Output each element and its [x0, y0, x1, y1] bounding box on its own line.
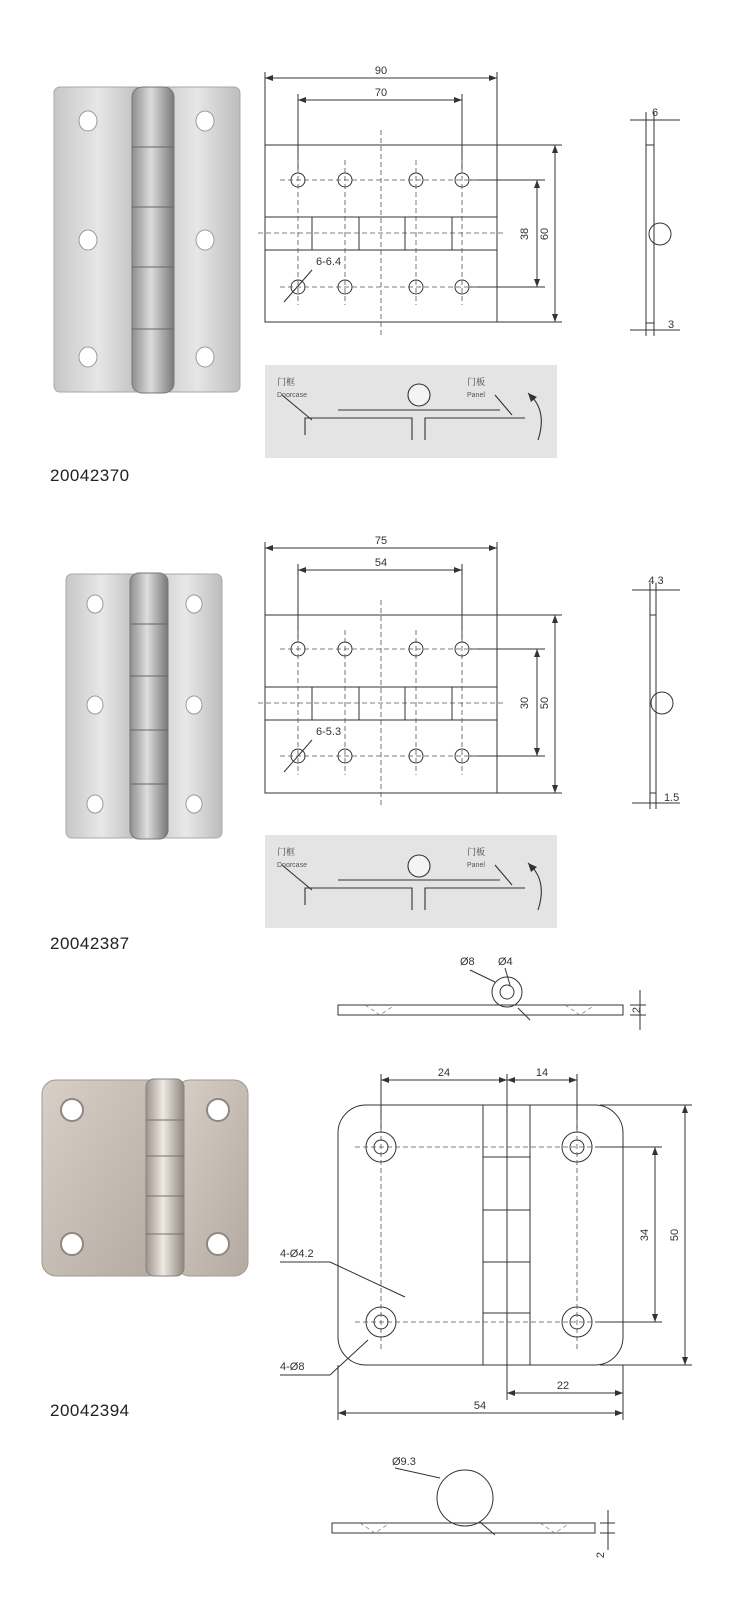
product-code-1: 20042370 — [50, 466, 130, 485]
dim-thickness-2: 1.5 — [664, 792, 680, 804]
dim-hole-pitch-2: 30 — [519, 696, 531, 710]
product-code-3: 20042394 — [50, 1401, 130, 1420]
dim-hole-span-2: 54 — [374, 557, 388, 569]
dim-hole-span-1: 70 — [374, 87, 388, 99]
legend-frame-en-2: Doorcase — [277, 862, 307, 869]
dim-width-3: 54 — [473, 1400, 487, 1412]
dim-hole-spec-1: 6-6.4 — [316, 256, 342, 268]
dim-knuckle-1: 6 — [651, 107, 659, 119]
dim-height-2: 50 — [539, 696, 551, 710]
dim-knuckle-2: 4.3 — [648, 575, 664, 587]
dim-hole-pitch-3: 34 — [639, 1228, 651, 1242]
dim-hole-spec-2: 6-5.3 — [316, 726, 342, 738]
legend-panel-cn-1: 门板 — [467, 377, 486, 387]
legend-panel-en-1: Panel — [467, 392, 485, 399]
dim-hole-spec-3: 4-Ø4.2 — [280, 1248, 314, 1260]
legend-frame-cn-2: 门框 — [277, 847, 296, 857]
product-code-2: 20042387 — [50, 934, 130, 953]
dim-pin-outer-3: Ø8 — [460, 956, 475, 968]
dim-pin-inner-3: Ø4 — [498, 956, 513, 968]
dim-width-1: 90 — [374, 65, 388, 77]
legend-panel-en-2: Panel — [467, 862, 485, 869]
dim-height-1: 60 — [539, 227, 551, 241]
dim-width-2: 75 — [374, 535, 388, 547]
dim-hole-pitch-1: 38 — [519, 227, 531, 241]
dim-knuckle-dia-3: Ø9.3 — [392, 1456, 416, 1468]
dim-counterbore-spec-3: 4-Ø8 — [280, 1361, 305, 1373]
legend-frame-en-1: Doorcase — [277, 392, 307, 399]
dim-right-offset-3: 22 — [556, 1380, 570, 1392]
dim-right-span-3: 14 — [535, 1067, 549, 1079]
legend-panel-cn-2: 门板 — [467, 847, 486, 857]
dim-thickness-1: 3 — [668, 319, 675, 331]
legend-frame-cn-1: 门框 — [277, 377, 296, 387]
dim-left-span-3: 24 — [437, 1067, 451, 1079]
dim-height-3: 50 — [669, 1228, 681, 1242]
dim-thickness-top-3: 2 — [631, 1006, 643, 1014]
dim-thickness-bottom-3: 2 — [595, 1551, 607, 1559]
